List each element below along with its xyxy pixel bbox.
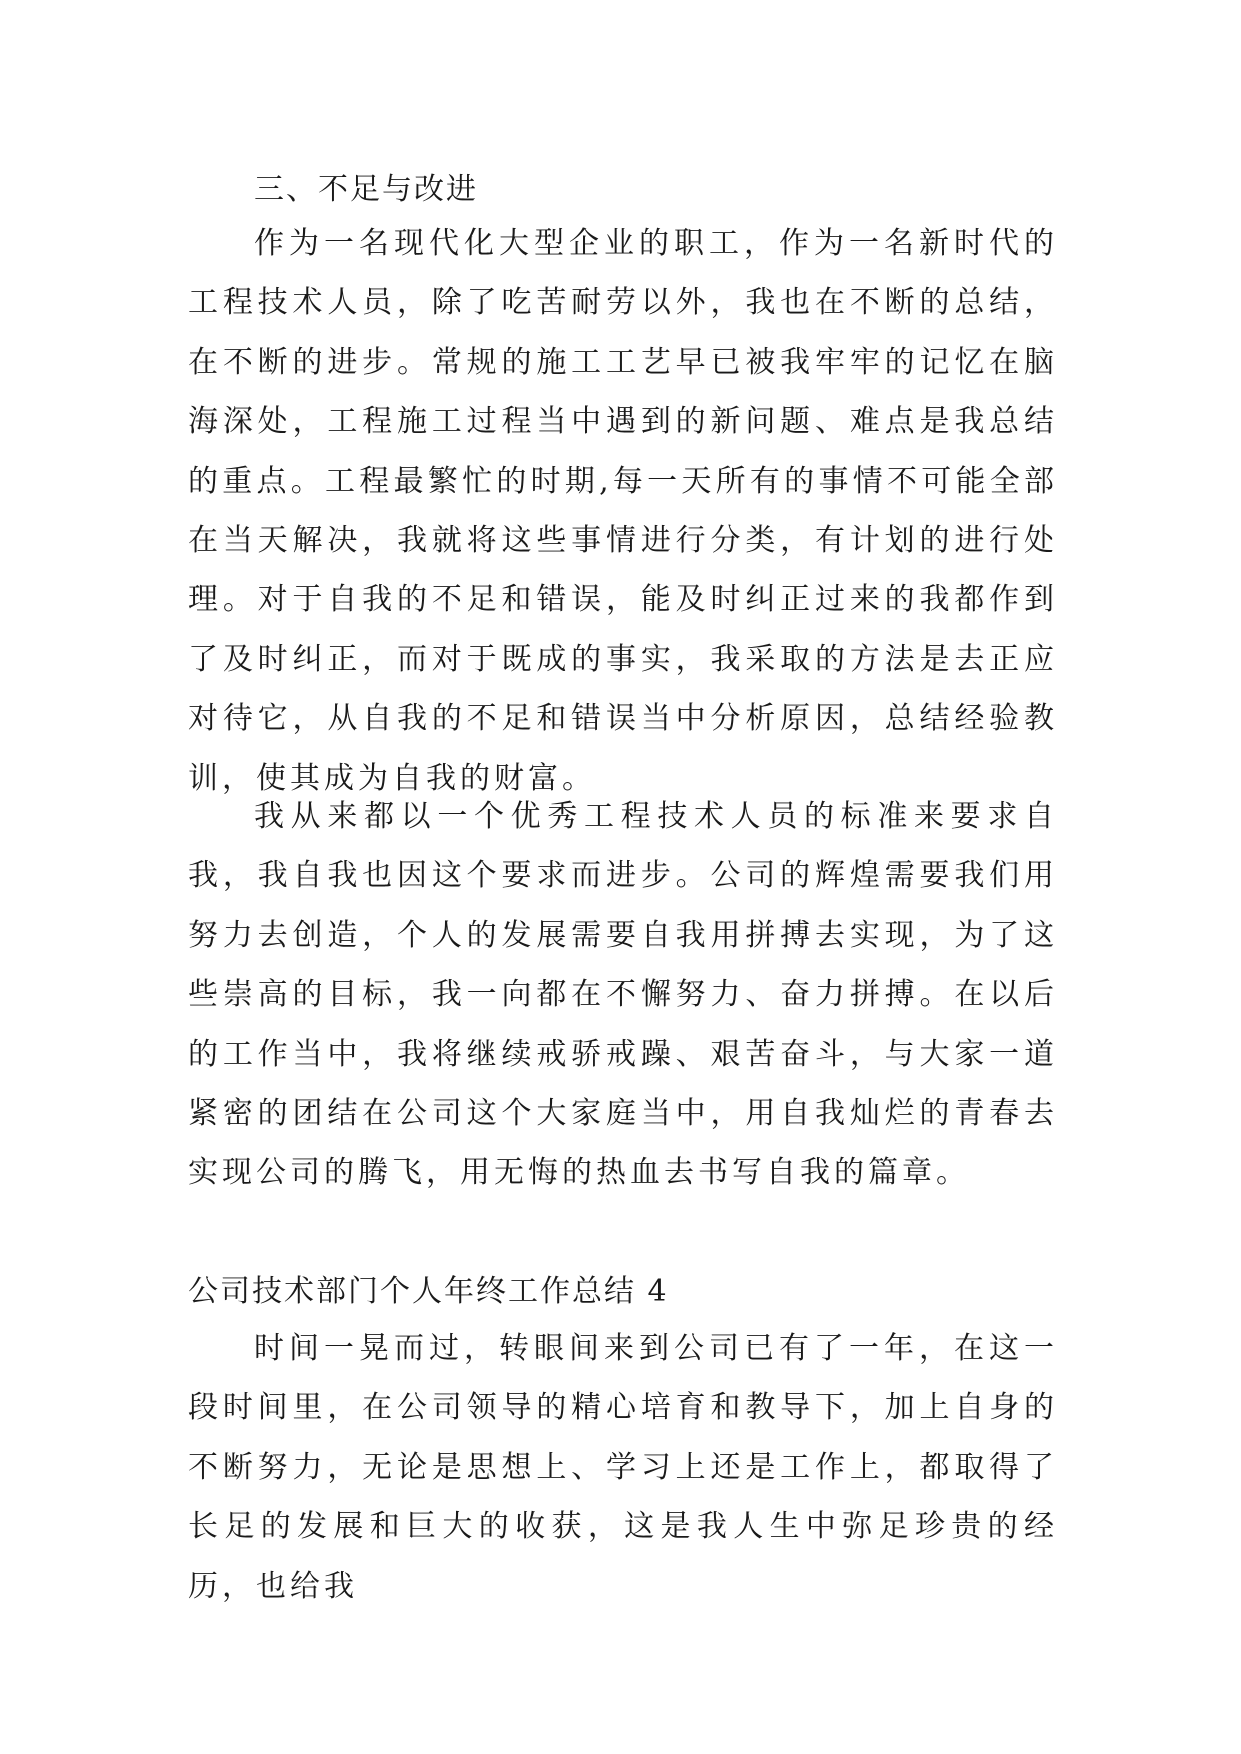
section-heading: 三、不足与改进	[254, 172, 478, 207]
paragraph-goals: 我从来都以一个优秀工程技术人员的标准来要求自我，我自我也因这个要求而进步。公司的辉煌需要我们用努力去创造，个人的发展需要自我用拼搏去实现，为了这些崇高的目标，我一向都在不懈努力、奋力拼搏。在以后的工作当中，我将继续戒骄戒躁、艰苦奋斗，与大家一道紧密的团结在公司这个大家庭当中，用自我灿烂的青春去实现公司的腾飞，用无悔的热血去书写自我的篇章。	[188, 799, 1058, 1191]
paragraph-intro: 时间一晃而过，转眼间来到公司已有了一年，在这一段时间里，在公司领导的精心培育和教导下，加上自身的不断努力，无论是思想上、学习上还是工作上，都取得了长足的发展和巨大的收获，这是我人生中弥足珍贵的经历，也给我	[188, 1331, 1058, 1604]
paragraph-shortcomings: 作为一名现代化大型企业的职工，作为一名新时代的工程技术人员，除了吃苦耐劳以外，我也在不断的总结，在不断的进步。常规的施工工艺早已被我牢牢的记忆在脑海深处，工程施工过程当中遇到的新问题、难点是我总结的重点。工程最繁忙的时期,每一天所有的事情不可能全部在当天解决，我就将这些事情进行分类，有计划的进行处理。对于自我的不足和错误，能及时纠正过来的我都作到了及时纠正，而对于既成的事实，我采取的方法是去正应对待它，从自我的不足和错误当中分析原因，总结经验教训，使其成为自我的财富。	[188, 226, 1058, 796]
document-title: 公司技术部门个人年终工作总结 4	[188, 1274, 669, 1309]
